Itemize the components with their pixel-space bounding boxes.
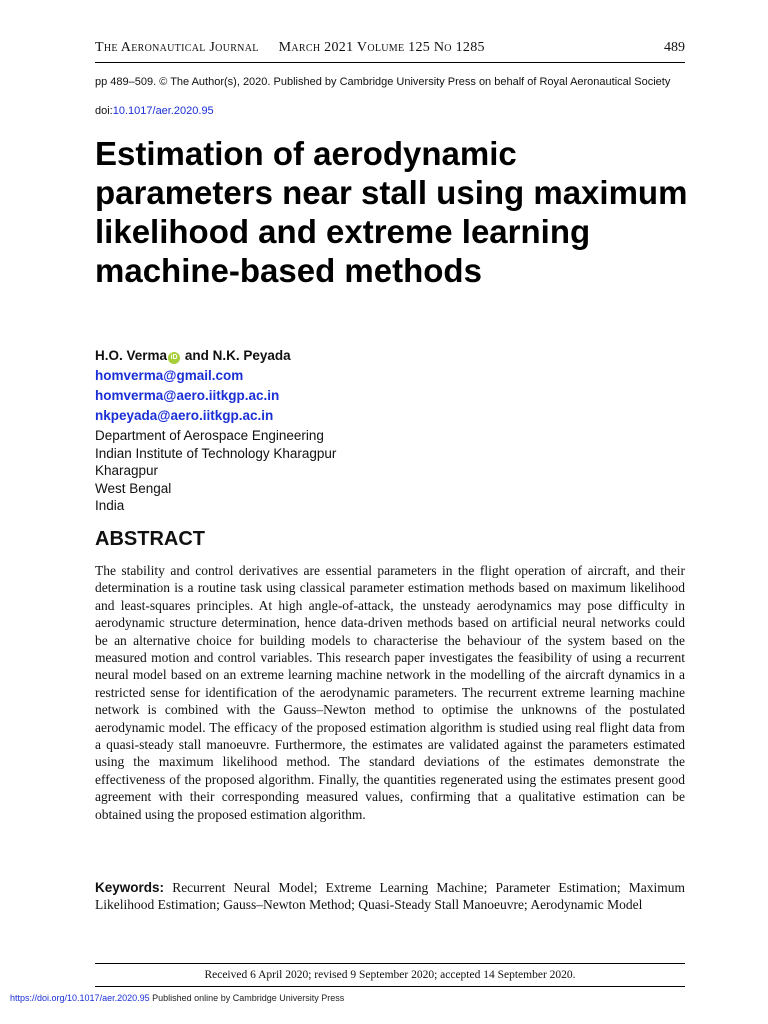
affiliation-line: Kharagpur <box>95 463 159 478</box>
received-dates: Received 6 April 2020; revised 9 September 2020; accepted 14 September 2020. <box>204 969 576 981</box>
abstract-heading: ABSTRACT <box>95 528 205 550</box>
affiliation-line: West Bengal <box>95 480 172 496</box>
journal-name: The Aeronautical Journal <box>95 40 259 55</box>
email-list <box>95 367 279 427</box>
affiliation-line: India <box>95 498 125 513</box>
doi-label: doi: <box>95 105 113 117</box>
keywords-label: Keywords: <box>95 880 165 895</box>
orcid-icon[interactable]: iD <box>168 352 180 364</box>
coauthor-name: and N.K. Peyada <box>184 348 291 363</box>
email-link[interactable]: homverma@gmail.com <box>95 368 244 383</box>
affiliation-line: Indian Institute of Technology Kharagpur <box>95 445 337 461</box>
running-header <box>95 40 685 63</box>
author-line <box>95 348 291 364</box>
issue-info: March 2021 Volume 125 No 1285 <box>278 40 485 55</box>
doi-link[interactable]: 10.1017/aer.2020.95 <box>112 105 214 117</box>
keywords <box>95 879 685 914</box>
footer-divider <box>95 986 685 987</box>
page-number: 489 <box>664 40 685 55</box>
email-link[interactable]: homverma@aero.iitkgp.ac.in <box>95 388 280 403</box>
published-online-text: Published online by Cambridge University Press <box>152 993 345 1003</box>
publication-info: pp 489–509. © The Author(s), 2020. Published by Cambridge University Press on behalf of Royal Aeronautical Society <box>95 76 671 88</box>
affiliation-line: Department of Aerospace Engineering <box>95 428 324 443</box>
affiliation <box>95 427 336 515</box>
author-name: H.O. Verma <box>95 348 168 363</box>
article-title: Estimation of aerodynamic parameters near stall using maximum likelihood and extreme learning machine-based methods <box>95 135 688 289</box>
email-link[interactable]: nkpeyada@aero.iitkgp.ac.in <box>95 408 274 423</box>
doi-line <box>95 105 214 117</box>
online-publication-note <box>10 993 344 1003</box>
doi-url-link[interactable]: https://doi.org/10.1017/aer.2020.95 <box>10 993 150 1003</box>
keywords-text: Recurrent Neural Model; Extreme Learning Machine; Parameter Estimation; Maximum Likelihood Estimation; Gauss–Newton Method; Quasi-Steady Stall Manoeuvre; Aerodynamic Model <box>95 880 685 913</box>
footer-divider <box>95 963 685 964</box>
abstract-body: The stability and control derivatives are essential parameters in the flight operation of aircraft, and their determination is a routine task using classical parameter estimation methods based on maximum likelihood and least-squares principles. At high angle-of-attack, the unsteady aerodynamics may pose difficulty in aerodynamic structure determination, hence data-driven methods based on artificial neural networks could be an alternative choice for building models to characterise the behaviour of the system based on the measured motion and control variables. This research paper investigates the feasibility of using a recurrent neural model based on an extreme learning machine network in the modelling of the aircraft dynamics in a restricted sense for identification of the aerodynamic parameters. The recurrent extreme learning machine network is combined with the Gauss–Newton method to optimise the unknowns of the postulated aerodynamic model. The efficacy of the proposed estimation algorithm is studied using real flight data from a quasi-steady stall manoeuvre. Furthermore, the estimates are validated against the parameters estimated using the maximum likelihood method. The standard deviations of the estimates demonstrate the effectiveness of the proposed algorithm. Finally, the quantities regenerated using the estimates present good agreement with their corresponding measured values, confirming that a qualitative estimation can be obtained using the proposed estimation algorithm. <box>95 563 685 822</box>
